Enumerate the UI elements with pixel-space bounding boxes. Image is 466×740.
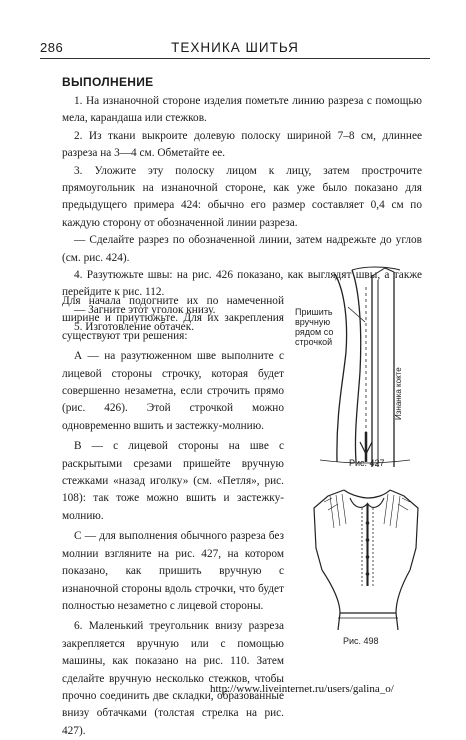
paragraph: — Сделайте разрез по обозначенной линии, затем надрежьте до углов (см. рис. 424). xyxy=(62,234,422,264)
paragraph: 5. Изготовление обтачек. xyxy=(74,321,195,334)
body-text-narrow xyxy=(62,293,284,740)
figure-498-blouse-illustration xyxy=(304,478,426,636)
section-heading: ВЫПОЛНЕНИЕ xyxy=(62,75,154,89)
running-title: ТЕХНИКА ШИТЬЯ xyxy=(171,40,299,55)
figure-427-placket-illustration xyxy=(290,262,440,472)
paragraph: 6. Маленький треугольник внизу разреза закрепляется вручную или с помощью машины, как показано на рис. 110. Затем сделайте вручную несколько стежков, чтобы прочно соединить две складки, образованные внизу обтачками (толстая стрелка на рис. 427). xyxy=(62,620,284,737)
figure-427-caption: Рис. 427 xyxy=(349,458,385,468)
page-number: 286 xyxy=(40,40,64,55)
paragraph: — Загните этот уголок книзу. xyxy=(74,303,216,316)
figure-498-caption: Рис. 498 xyxy=(343,636,379,646)
paragraph: 1. На изнаночной стороне изделия пометьте линию разреза с помощью мела, карандаша или стежков. xyxy=(62,95,422,125)
paragraph: В — с лицевой стороны на шве с раскрытыми срезами пришейте вручную стежками «назад иголку» (см. «Петля», рис. 108): так тоже можно вшить и застежку-молнию. xyxy=(62,440,284,522)
source-url-footer: http://www.liveinternet.ru/users/galina_o/ xyxy=(210,683,394,695)
paragraph: С — для выполнения обычного разреза без молнии взгляните на рис. 427, на котором показано, как пришить вручную с изнаночной стороны вдоль строчки, что будет полностью незаметно с лицевой стороны. xyxy=(62,530,284,612)
paragraph: А — на разутюженном шве выполните с лицевой стороны строчку, которая будет совершенно незаметна, если строчить прямо (рис. 426). Этой строчкой можно одновременно вшить и застежку-молнию. xyxy=(62,350,284,432)
figure-427-annotation: Пришить вручную рядом со строчкой xyxy=(295,307,334,347)
paragraph: 4. Разутюжьте швы: на рис. 426 показано, как выглядят швы, а также перейдите к рис. 112. xyxy=(62,269,422,299)
paragraph: 2. Из ткани выкроите долевую полоску шириной 7–8 см, длиннее разреза на 3—4 см. Обметайте ее. xyxy=(62,129,422,160)
page-header xyxy=(40,38,430,59)
paragraph: 3. Уложите эту полоску лицом к лицу, затем прострочите прямоугольник на изнаночной стороне, как уже было показано для предыдущего примера 424: обычно его размер составляет 0,4 см по каждую сторону от обозначенной линии разреза. xyxy=(62,164,422,229)
figure-427-vertical-label: Изнанка кокте xyxy=(394,367,403,420)
paragraph: Для начала подогните их по намеченной ширине и приутюжьте. Для их закрепления существуют три решения: xyxy=(62,295,284,342)
